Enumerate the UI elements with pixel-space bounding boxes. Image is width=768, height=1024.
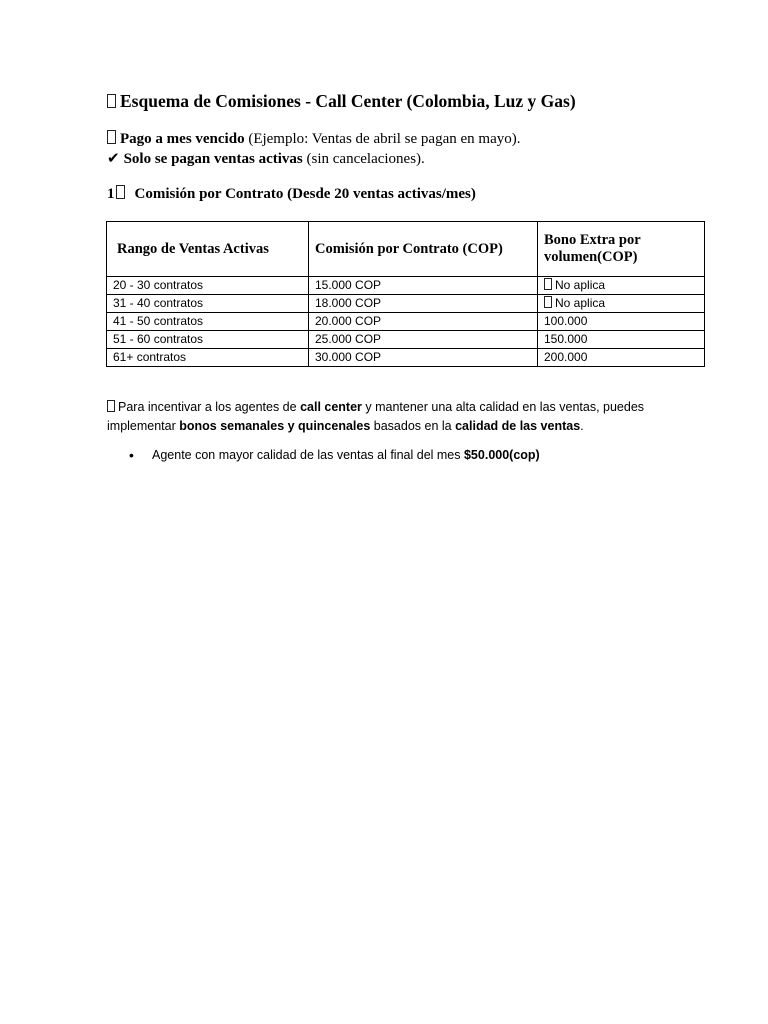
para-text-1: Para incentivar a los agentes de — [118, 400, 301, 414]
note-active-sales — [107, 149, 425, 168]
bonus-cell — [538, 349, 705, 367]
table-body — [107, 277, 705, 367]
bonus-cell — [538, 313, 705, 331]
section-number: 1 — [107, 186, 115, 202]
para-bold-2: bonos semanales y quincenales — [179, 419, 371, 433]
bonus-text: No aplica — [555, 278, 606, 292]
commission-cell: 20.000 COP — [309, 313, 538, 331]
page-title — [107, 91, 576, 112]
note-active-sales-rest: (sin cancelaciones). — [302, 151, 425, 167]
table-header-cell: Comisión por Contrato (COP) — [309, 222, 538, 277]
table-row — [107, 277, 705, 295]
incentive-paragraph — [107, 398, 667, 436]
section-heading-text: Comisión por Contrato (Desde 20 ventas activas/mes) — [134, 186, 476, 202]
note-payment — [107, 130, 520, 148]
section-heading — [107, 185, 476, 203]
commission-cell: 30.000 COP — [309, 349, 538, 367]
table-header-row — [107, 222, 705, 277]
table-header-cell: Rango de Ventas Activas — [107, 222, 309, 277]
bullet-text: Agente con mayor calidad de las ventas al final del mes — [152, 448, 464, 462]
range-cell: 41 - 50 contratos — [107, 313, 309, 331]
note-payment-bold: Pago a mes vencido — [120, 131, 245, 147]
table-header-cell: Bono Extra por volumen(COP) — [538, 222, 705, 277]
missing-glyph-icon — [107, 94, 116, 108]
para-bold-3: calidad de las ventas — [455, 419, 581, 433]
range-cell: 61+ contratos — [107, 349, 309, 367]
table-row — [107, 313, 705, 331]
missing-glyph-icon — [107, 400, 115, 412]
bonus-text: 200.000 — [544, 350, 588, 364]
bonus-text: 150.000 — [544, 332, 588, 346]
missing-glyph-icon — [107, 130, 116, 144]
bullet-icon: • — [129, 447, 134, 463]
bullet-bold: $50.000(cop) — [463, 448, 540, 462]
list-item — [107, 446, 540, 465]
bullet-list — [107, 446, 540, 465]
commission-cell: 15.000 COP — [309, 277, 538, 295]
range-cell: 31 - 40 contratos — [107, 295, 309, 313]
page-title-text: Esquema de Comisiones - Call Center (Colombia, Luz y Gas) — [120, 91, 576, 111]
bonus-cell — [538, 277, 705, 295]
bonus-cell — [538, 331, 705, 349]
note-active-sales-bold: Solo se pagan ventas activas — [123, 151, 303, 167]
missing-glyph-icon — [544, 278, 552, 290]
check-mark-icon: ✔ — [107, 151, 120, 167]
bonus-text: No aplica — [555, 296, 606, 310]
range-cell: 51 - 60 contratos — [107, 331, 309, 349]
table-row — [107, 295, 705, 313]
table-row — [107, 349, 705, 367]
para-text-3: basados en la — [370, 419, 456, 433]
table-row — [107, 331, 705, 349]
missing-glyph-icon — [544, 296, 552, 308]
commission-table — [106, 221, 705, 367]
missing-glyph-icon — [116, 185, 125, 199]
note-payment-rest: (Ejemplo: Ventas de abril se pagan en mayo). — [244, 131, 521, 147]
bonus-text: 100.000 — [544, 314, 588, 328]
range-cell: 20 - 30 contratos — [107, 277, 309, 295]
para-text-2: y mantener una alta calidad en las ventas, puedes implementar — [107, 400, 645, 433]
commission-cell: 18.000 COP — [309, 295, 538, 313]
bonus-cell — [538, 295, 705, 313]
commission-cell: 25.000 COP — [309, 331, 538, 349]
para-text-4: . — [580, 419, 584, 433]
para-bold-1: call center — [300, 400, 362, 414]
